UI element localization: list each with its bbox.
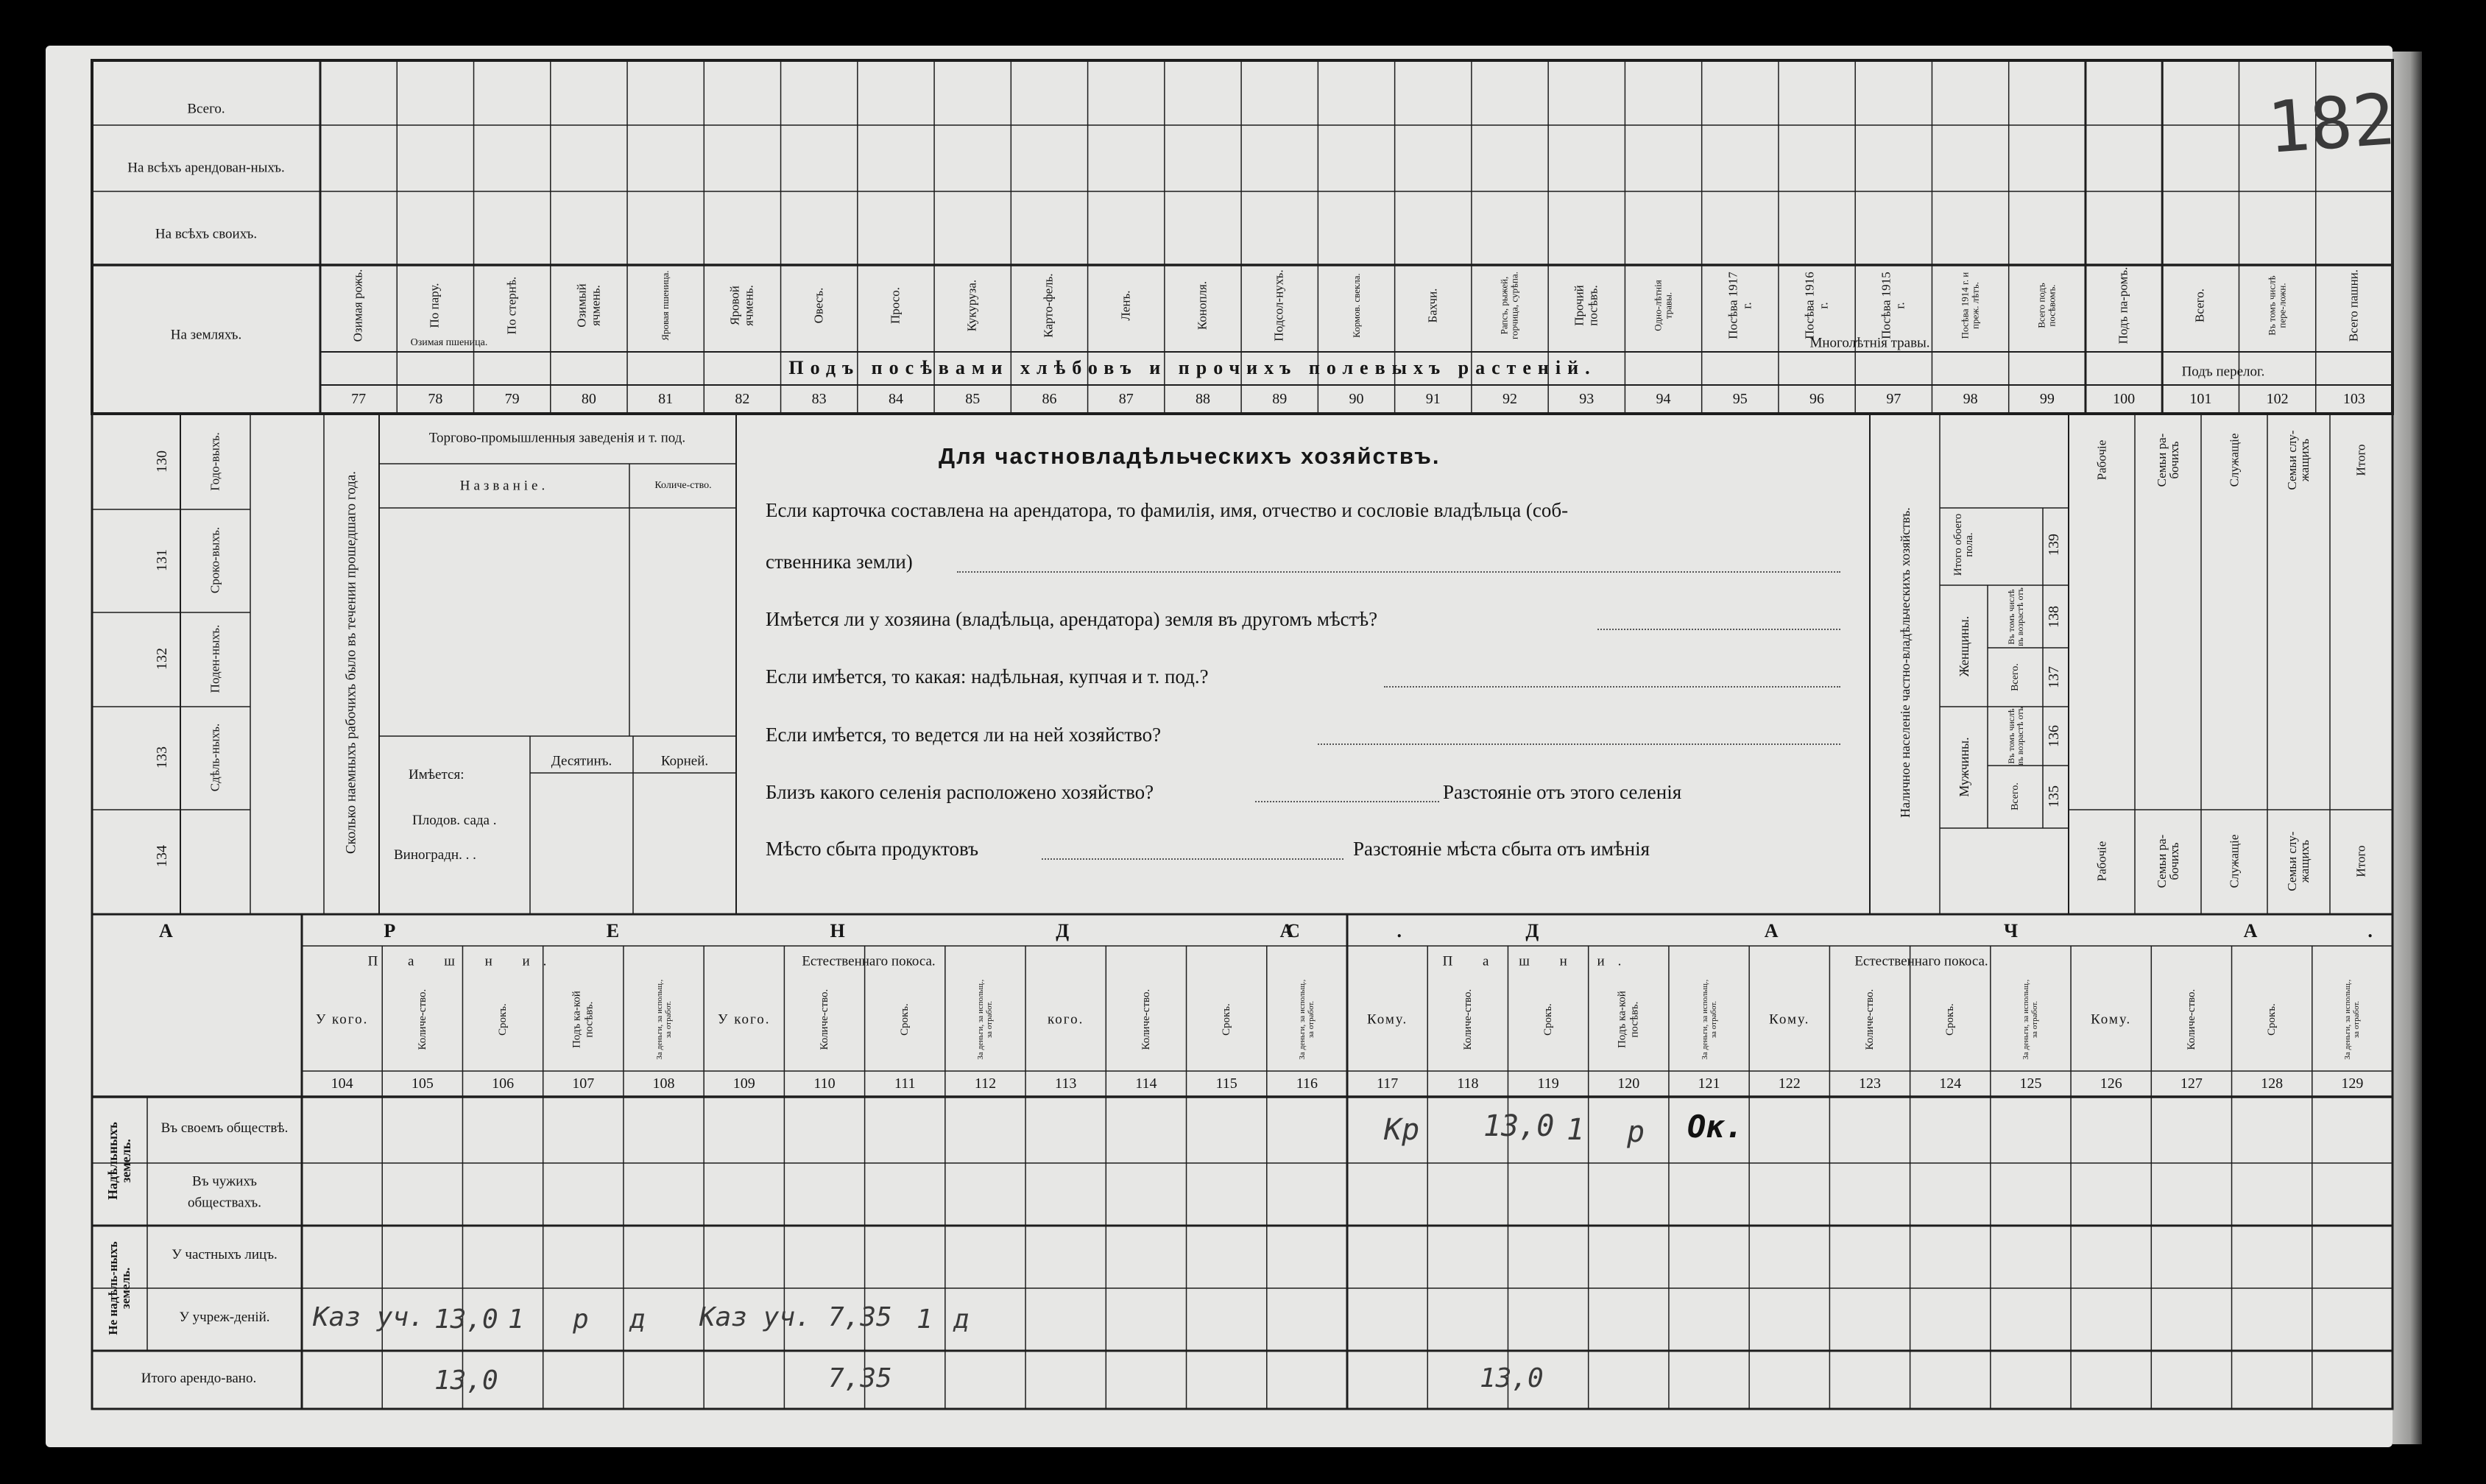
lease-col-116: За деньги, за испольщ., за отработ. (1298, 979, 1316, 1060)
q-owner-name: Если карточка составлена на арендатора, то фамилія, имя, отчество и сословіе владѣльца (соб- (766, 499, 1569, 521)
lease-col-num-121: 121 (1698, 1075, 1720, 1092)
crop-col-num-98: 98 (1963, 391, 1978, 407)
crop-col-num-89: 89 (1272, 391, 1288, 407)
pop-col-bot-1: Семьи ра-бочихъ (2155, 834, 2181, 888)
lease-col-107: Подъ ка-кой посѣвъ. (571, 991, 596, 1048)
crop-col-num-92: 92 (1502, 391, 1518, 407)
pop-col-bot-2: Служащіе (2227, 834, 2242, 888)
lease-col-num-122: 122 (1778, 1075, 1801, 1092)
lease-col-num-114: 114 (1135, 1075, 1157, 1092)
hw-r4-pay2: д (953, 1304, 970, 1335)
lease-col-129: За деньги, за испольщ., за отработ. (2343, 979, 2362, 1060)
hired-num-131: 131 (154, 549, 170, 571)
crop-col-82: Яровой ячмень. (727, 285, 756, 326)
crop-col-num-100: 100 (2113, 391, 2136, 407)
hw-r4-qty2: 7,35 (828, 1302, 892, 1332)
women-label: Женщины. (1957, 615, 1971, 677)
lease-col-118: Количе-ство. (1461, 989, 1474, 1050)
winter-wheat-label: Озимая пшеница. (410, 337, 488, 348)
lease-col-num-118: 118 (1457, 1075, 1479, 1092)
hw-r4-pay: д (629, 1304, 646, 1335)
crop-col-81: Яровая пшеница. (660, 270, 671, 341)
crop-col-100: Подъ па-ромъ. (2116, 266, 2130, 344)
hw-r4-who2: Каз уч. (699, 1302, 811, 1332)
crop-col-num-80: 80 (581, 391, 596, 407)
lease-col-114: Количе-ство. (1140, 989, 1152, 1050)
pop-col-bot-0: Рабочіе (2094, 841, 2109, 882)
crop-col-103: Всего пашни. (2346, 269, 2361, 342)
crop-col-101: Всего. (2193, 289, 2207, 322)
crop-col-num-77: 77 (351, 391, 367, 407)
women-incl: Въ томъ числѣ въ возрастѣ отъ (2006, 587, 2025, 646)
institutions-label: У учреж-деній. (179, 1309, 270, 1325)
answer-line-4[interactable] (1318, 743, 1840, 745)
sublease-arable-label: П а ш н и. (1442, 953, 1635, 969)
arenda-title: А Р Е Н Д А. (159, 920, 1505, 941)
crop-col-num-97: 97 (1886, 391, 1901, 407)
lease-col-117: Кому. (1366, 1011, 1408, 1028)
lease-col-106: Срокъ. (496, 1003, 509, 1036)
lease-col-num-128: 128 (2261, 1075, 2284, 1092)
pop-num-136: 136 (2046, 725, 2062, 747)
enterprises-title: Торгово-промышленныя заведенія и т. под. (428, 430, 686, 446)
crop-col-78: По пару. (428, 283, 442, 328)
crop-col-83: Овесъ. (811, 287, 826, 324)
pop-num-137: 137 (2046, 666, 2062, 688)
crop-col-91: Бахчи. (1425, 288, 1440, 323)
own-society-label: Въ своемъ обществѣ. (160, 1120, 289, 1136)
crop-col-80: Озимый ячмень. (574, 283, 602, 328)
q-market-place: Мѣсто сбыта продуктовъ (766, 838, 979, 860)
sdacha-title: С Д А Ч А. (1286, 920, 2483, 941)
pop-num-139: 139 (2046, 534, 2062, 556)
lease-col-num-113: 113 (1055, 1075, 1077, 1092)
men-total: Всего. (2010, 782, 2021, 810)
total-leased-label: Итого арендо-вано. (141, 1370, 257, 1386)
hw-r1-crop: р (1627, 1115, 1645, 1149)
pop-col-top-0: Рабочіе (2094, 439, 2109, 481)
crop-col-num-82: 82 (735, 391, 750, 407)
crop-col-num-86: 86 (1042, 391, 1057, 407)
lease-col-109: У кого. (717, 1011, 771, 1028)
lease-col-num-110: 110 (813, 1075, 836, 1092)
lease-col-num-120: 120 (1617, 1075, 1640, 1092)
lease-col-num-108: 108 (652, 1075, 675, 1092)
roots-col: Корней. (660, 753, 709, 769)
crop-col-93: Прочий посѣвъ. (1572, 285, 1600, 326)
crop-col-num-83: 83 (811, 391, 827, 407)
crop-col-num-91: 91 (1425, 391, 1441, 407)
hired-num-134: 134 (154, 845, 170, 867)
enterprises-name-col: Названіе. (459, 478, 549, 494)
women-total: Всего. (2010, 663, 2021, 691)
q-other-land: Имѣется ли у хозяина (владѣльца, арендатора) земля въ другомъ мѣстѣ? (766, 608, 1378, 630)
q-near-village: Близъ какого селенія расположено хозяйство? (766, 781, 1154, 803)
hw-r4-term2: 1 (917, 1304, 933, 1335)
lease-col-num-109: 109 (732, 1075, 755, 1092)
lease-arable-label: П а ш н и. (367, 953, 560, 969)
crop-col-num-99: 99 (2039, 391, 2055, 407)
enterprises-has-label: Имѣется: (409, 767, 465, 782)
pop-num-138: 138 (2046, 606, 2062, 628)
lease-col-127: Количе-ство. (2185, 989, 2197, 1050)
lease-col-108: За деньги, за испольщ., за отработ. (654, 979, 673, 1060)
lease-col-125: За деньги, за испольщ., за отработ. (2021, 979, 2040, 1060)
lease-col-num-126: 126 (2100, 1075, 2122, 1092)
crop-col-num-101: 101 (2189, 391, 2212, 407)
q-village-distance: Разстояніе отъ этого селенія (1443, 781, 1682, 803)
lease-col-104: У кого. (315, 1011, 369, 1028)
q-market-distance: Разстояніе мѣста сбыта отъ имѣнія (1353, 838, 1650, 860)
crop-col-num-87: 87 (1118, 391, 1134, 407)
q-land-type: Если имѣется, то какая: надѣльная, купчая и т. под.? (766, 665, 1209, 688)
crop-col-94: Одно-лѣтнія травы. (1652, 280, 1674, 331)
hw-r4-crop: р (573, 1304, 589, 1335)
crop-col-num-79: 79 (504, 391, 520, 407)
lease-col-112: За деньги, за испольщ., за отработ. (976, 979, 995, 1060)
crop-col-102: Въ томъ числѣ пере-ложн. (2266, 275, 2288, 336)
crop-col-num-84: 84 (888, 391, 903, 407)
pop-col-top-1: Семьи ра-бочихъ (2155, 433, 2181, 487)
fallow-label: Подъ перелог. (2181, 364, 2265, 380)
hw-total-qty2: 7,35 (828, 1363, 892, 1393)
enterprises-qty-col: Количе-ство. (654, 480, 712, 491)
orchard-label: Плодов. сада . (412, 813, 497, 828)
lease-col-124: Срокъ. (1943, 1003, 1956, 1036)
answer-line-1[interactable] (957, 571, 1840, 573)
lease-col-num-124: 124 (1939, 1075, 1962, 1092)
pop-col-top-4: Итого (2353, 444, 2368, 476)
pop-col-top-2: Служащіе (2227, 433, 2242, 487)
lease-col-num-116: 116 (1296, 1075, 1318, 1092)
other-society-label: Въ чужихъ обществахъ. (188, 1173, 261, 1210)
hw-r1-pay: Ок. (1687, 1109, 1743, 1145)
crop-col-87: Ленъ. (1118, 290, 1133, 321)
total-both-sexes: Итого обоего пола. (1952, 513, 1975, 576)
men-label: Мужчины. (1957, 737, 1971, 797)
hw-r1-who: Кр (1384, 1113, 1420, 1147)
vineyard-label: Виноградн. . . (394, 847, 476, 863)
lease-col-122: Кому. (1769, 1011, 1810, 1028)
hw-r4-who: Каз уч. (313, 1302, 425, 1332)
lease-col-111: Срокъ. (898, 1003, 911, 1036)
hired-col-132: Поден-ныхъ. (208, 624, 222, 693)
pop-col-bot-3: Семьи слу-жащихъ (2285, 831, 2312, 891)
lease-col-num-111: 111 (894, 1075, 916, 1092)
allotment-lands-label: Надѣльныхъ земель. (105, 1122, 133, 1200)
crop-col-86: Карто-фель. (1042, 273, 1056, 338)
crop-col-num-102: 102 (2266, 391, 2289, 407)
nonallotment-lands-label: Не надѣль-ныхъ земель. (106, 1241, 133, 1335)
crop-col-96: Посѣва 1916 г. (1802, 272, 1831, 339)
pop-col-top-3: Семьи слу-жащихъ (2285, 430, 2312, 490)
lease-col-123: Количе-ство. (1863, 989, 1876, 1050)
row-leased-label: На всѣхъ арендован-ныхъ. (127, 160, 285, 176)
pop-num-135: 135 (2046, 785, 2062, 808)
lease-col-115: Срокъ. (1220, 1003, 1232, 1036)
hw-r4-qty: 13,0 (434, 1304, 498, 1335)
answer-line-5[interactable] (1255, 801, 1439, 802)
q-farming-there: Если имѣется, то ведется ли на ней хозяйство? (766, 724, 1162, 746)
lease-meadow-label: Естественнаго покоса. (802, 953, 936, 969)
men-incl: Въ томъ числѣ въ возрастѣ отъ (2006, 707, 2025, 766)
crop-col-77: Озимая рожь. (350, 269, 365, 342)
crop-col-84: Просо. (888, 287, 903, 324)
crop-col-num-95: 95 (1732, 391, 1748, 407)
crop-col-num-96: 96 (1809, 391, 1825, 407)
lease-col-num-105: 105 (411, 1075, 434, 1092)
crop-col-90: Кормов. свекла. (1350, 273, 1362, 338)
row-own-label: На всѣхъ своихъ. (155, 226, 258, 242)
crop-col-98: Посѣва 1914 г. и преж. лѣтъ. (1959, 272, 1981, 339)
crop-col-88: Конопля. (1195, 280, 1210, 331)
crop-col-99: Всего подъ посѣвомъ. (2035, 283, 2058, 328)
crop-col-89: Подсол-нухъ. (1271, 269, 1286, 342)
crop-col-num-81: 81 (658, 391, 674, 407)
hw-total-qty: 13,0 (434, 1365, 498, 1396)
desyatin-col: Десятинъ. (551, 753, 612, 769)
answer-line-3[interactable] (1384, 686, 1840, 688)
lease-col-num-119: 119 (1537, 1075, 1559, 1092)
hw-r1-qty: 13,0 (1483, 1109, 1555, 1143)
hw-r1-term: 1 (1567, 1113, 1585, 1147)
lease-col-110: Количе-ство. (818, 989, 830, 1050)
lease-col-num-117: 117 (1376, 1075, 1399, 1092)
row-lands-label: На земляхъ. (170, 327, 242, 343)
lease-col-105: Количе-ство. (416, 989, 428, 1050)
lease-col-120: Подъ ка-кой посѣвъ. (1616, 991, 1641, 1048)
hired-num-132: 132 (154, 648, 170, 670)
hired-col-131: Сроко-выхъ. (208, 526, 222, 594)
answer-line-6[interactable] (1042, 858, 1343, 860)
crop-col-97: Посѣва 1915 г. (1879, 272, 1907, 339)
page-stamp-number: 182 (2264, 78, 2398, 169)
lease-col-121: За деньги, за испольщ., за отработ. (1700, 979, 1718, 1060)
lease-col-119: Срокъ. (1542, 1003, 1554, 1036)
hw-total-qty3: 13,0 (1480, 1363, 1544, 1393)
lease-col-num-125: 125 (2019, 1075, 2042, 1092)
lease-col-126: Кому. (2091, 1011, 2132, 1028)
sublease-meadow-label: Естественнаго покоса. (1854, 953, 1988, 969)
crops-banner: Подъ посѣвами хлѣбовъ и прочихъ полевыхъ растеній. (788, 357, 1597, 378)
pop-col-bot-4: Итого (2353, 845, 2368, 877)
crop-col-num-103: 103 (2342, 391, 2365, 407)
lease-col-num-112: 112 (974, 1075, 997, 1092)
lease-col-113: кого. (1048, 1011, 1084, 1028)
lease-col-num-107: 107 (572, 1075, 595, 1092)
hired-workers-question: Сколько наемныхъ рабочихъ было въ течении прошедшаго года. (343, 470, 359, 855)
lease-col-num-115: 115 (1215, 1075, 1237, 1092)
crop-col-num-78: 78 (428, 391, 443, 407)
crop-col-92: Рапсъ, рыжей, горчица, сурѣпа. (1498, 271, 1521, 340)
answer-line-2[interactable] (1597, 629, 1840, 630)
population-title: Наличное населеніе частно-владѣльческихъ хозяйствъ. (1898, 507, 1913, 818)
row-total-label: Всего. (187, 101, 225, 117)
lease-col-num-127: 127 (2180, 1075, 2203, 1092)
crop-col-num-94: 94 (1656, 391, 1671, 407)
private-persons-label: У частныхъ лицъ. (172, 1246, 278, 1262)
hw-r4-term: 1 (508, 1304, 524, 1335)
crop-col-num-90: 90 (1349, 391, 1364, 407)
private-farms-title: Для частновладѣльческихъ хозяйствъ. (939, 443, 1441, 469)
crop-col-85: Кукуруза. (964, 279, 979, 332)
crop-col-num-85: 85 (965, 391, 981, 407)
lease-col-128: Срокъ. (2265, 1003, 2278, 1036)
lease-col-num-106: 106 (492, 1075, 515, 1092)
q-owner-name-cont: ственника земли) (766, 551, 913, 573)
crop-col-num-88: 88 (1195, 391, 1210, 407)
lease-col-num-104: 104 (331, 1075, 353, 1092)
crop-col-num-93: 93 (1579, 391, 1595, 407)
lease-col-num-129: 129 (2341, 1075, 2364, 1092)
hired-col-133: Сдѣль-ныхъ. (208, 723, 222, 792)
hired-num-130: 130 (154, 451, 170, 473)
hired-col-130: Годо-выхъ. (208, 432, 222, 491)
crop-col-95: Посѣва 1917 г. (1726, 272, 1754, 339)
hired-num-133: 133 (154, 746, 170, 768)
lease-col-num-123: 123 (1859, 1075, 1881, 1092)
crop-col-79: По стернѣ. (504, 276, 519, 335)
perennial-grasses-label: Многолѣтнія травы. (1809, 335, 1930, 351)
